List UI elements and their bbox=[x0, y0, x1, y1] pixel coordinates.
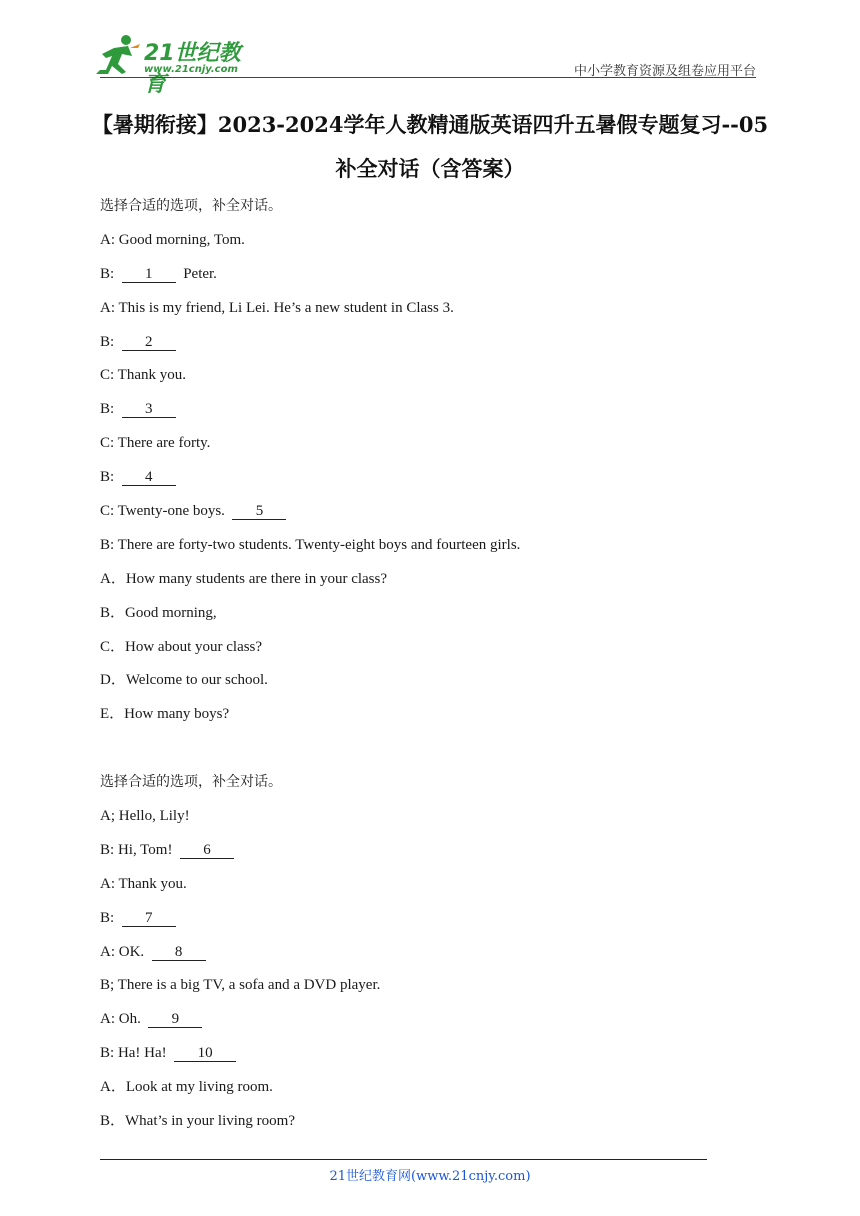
dialogue-line bbox=[100, 399, 760, 433]
dialogue-line bbox=[100, 264, 760, 298]
speaker-label: C: bbox=[100, 503, 115, 520]
dialogue-line bbox=[100, 840, 760, 874]
answer-option: A．Look at my living room. bbox=[100, 1079, 273, 1096]
speaker-label: C: bbox=[100, 367, 115, 384]
speaker-label: B: bbox=[100, 841, 115, 858]
answer-blank[interactable]: 2 bbox=[122, 334, 176, 351]
answer-blank[interactable]: 10 bbox=[174, 1045, 236, 1062]
platform-name: 中小学教育资源及组卷应用平台 bbox=[573, 64, 756, 79]
section1-dialogue bbox=[100, 230, 760, 569]
answer-blank[interactable]: 1 bbox=[122, 266, 176, 283]
dialogue-line bbox=[100, 908, 760, 942]
answer-blank[interactable]: 4 bbox=[122, 469, 176, 486]
speaker-label: B: bbox=[100, 1045, 115, 1062]
header-divider bbox=[100, 77, 756, 78]
answer-blank[interactable]: 6 bbox=[180, 842, 234, 859]
dialogue-text: Good morning, Tom. bbox=[118, 231, 245, 248]
section-gap bbox=[100, 738, 760, 772]
section2-dialogue bbox=[100, 806, 760, 1077]
dialogue-text: Oh. bbox=[118, 1011, 141, 1028]
dialogue-text: Hi, Tom! bbox=[117, 841, 173, 858]
dialogue-line bbox=[100, 806, 760, 840]
answer-blank[interactable]: 3 bbox=[122, 401, 176, 418]
speaker-label: A: bbox=[100, 299, 115, 316]
dialogue-text: Twenty-one boys. bbox=[117, 503, 225, 520]
dialogue-line bbox=[100, 942, 760, 976]
speaker-label: A: bbox=[100, 875, 115, 892]
dialogue-line bbox=[100, 975, 760, 1009]
speaker-label: B: bbox=[100, 265, 115, 282]
answer-option: E．How many boys? bbox=[100, 706, 230, 723]
dialogue-text: Peter. bbox=[183, 265, 217, 282]
dialogue-line bbox=[100, 501, 760, 535]
speaker-label: C: bbox=[100, 435, 115, 452]
site-logo[interactable] bbox=[92, 34, 262, 97]
logo-text: 21世纪教育 bbox=[144, 41, 241, 97]
answer-option: B．What’s in your living room? bbox=[100, 1113, 295, 1130]
document-subtitle: 补全对话（含答案） bbox=[335, 156, 525, 181]
section2-instruction: 选择合适的选项，补全对话。 bbox=[100, 774, 282, 791]
speaker-label: B: bbox=[100, 401, 115, 418]
dialogue-text: Thank you. bbox=[118, 875, 187, 892]
dialogue-line bbox=[100, 298, 760, 332]
dialogue-text: Thank you. bbox=[117, 367, 186, 384]
dialogue-line bbox=[100, 365, 760, 399]
dialogue-line bbox=[100, 1009, 760, 1043]
answer-option: A．How many students are there in your class? bbox=[100, 570, 388, 587]
dialogue-line bbox=[100, 874, 760, 908]
document-body bbox=[100, 196, 760, 1145]
answer-blank[interactable]: 8 bbox=[152, 944, 206, 961]
dialogue-text: OK. bbox=[118, 943, 145, 960]
answer-option: B．Good morning, bbox=[100, 604, 217, 621]
speaker-label: A: bbox=[100, 231, 115, 248]
answer-blank[interactable]: 5 bbox=[232, 503, 286, 520]
page-header bbox=[0, 0, 860, 97]
dialogue-text: There is a big TV, a sofa and a DVD player. bbox=[117, 977, 381, 994]
speaker-label: B; bbox=[100, 977, 115, 994]
speaker-label: B: bbox=[100, 333, 115, 350]
speaker-label: A: bbox=[100, 943, 115, 960]
dialogue-line bbox=[100, 535, 760, 569]
footer-link[interactable]: 21世纪教育网(www.21cnjy.com) bbox=[329, 1169, 531, 1184]
logo-url: www.21cnjy.com bbox=[144, 64, 238, 75]
speaker-label: A; bbox=[100, 808, 115, 825]
runner-icon bbox=[92, 34, 142, 78]
section2-options bbox=[100, 1077, 760, 1145]
dialogue-line bbox=[100, 433, 760, 467]
document-title: 【暑期衔接】2023-2024学年人教精通版英语四升五暑假专题复习--05 bbox=[91, 112, 769, 137]
answer-option: C．How about your class? bbox=[100, 638, 263, 655]
section1-options bbox=[100, 569, 760, 738]
section1-instruction: 选择合适的选项，补全对话。 bbox=[100, 198, 282, 214]
dialogue-text: There are forty. bbox=[117, 435, 211, 452]
answer-blank[interactable]: 9 bbox=[148, 1011, 202, 1028]
speaker-label: B: bbox=[100, 536, 115, 553]
speaker-label: B: bbox=[100, 909, 115, 926]
speaker-label: A: bbox=[100, 1011, 115, 1028]
answer-blank[interactable]: 7 bbox=[122, 910, 176, 927]
dialogue-text: Ha! Ha! bbox=[117, 1045, 167, 1062]
dialogue-text: There are forty-two students. Twenty-eight boys and fourteen girls. bbox=[117, 536, 521, 553]
dialogue-text: This is my friend, Li Lei. He’s a new student in Class 3. bbox=[118, 299, 454, 316]
footer-divider bbox=[100, 1159, 707, 1160]
dialogue-line bbox=[100, 230, 760, 264]
dialogue-line bbox=[100, 1043, 760, 1077]
answer-option: D．Welcome to our school. bbox=[100, 672, 268, 689]
dialogue-text: Hello, Lily! bbox=[118, 808, 190, 825]
dialogue-line bbox=[100, 332, 760, 366]
dialogue-line bbox=[100, 467, 760, 501]
speaker-label: B: bbox=[100, 469, 115, 486]
